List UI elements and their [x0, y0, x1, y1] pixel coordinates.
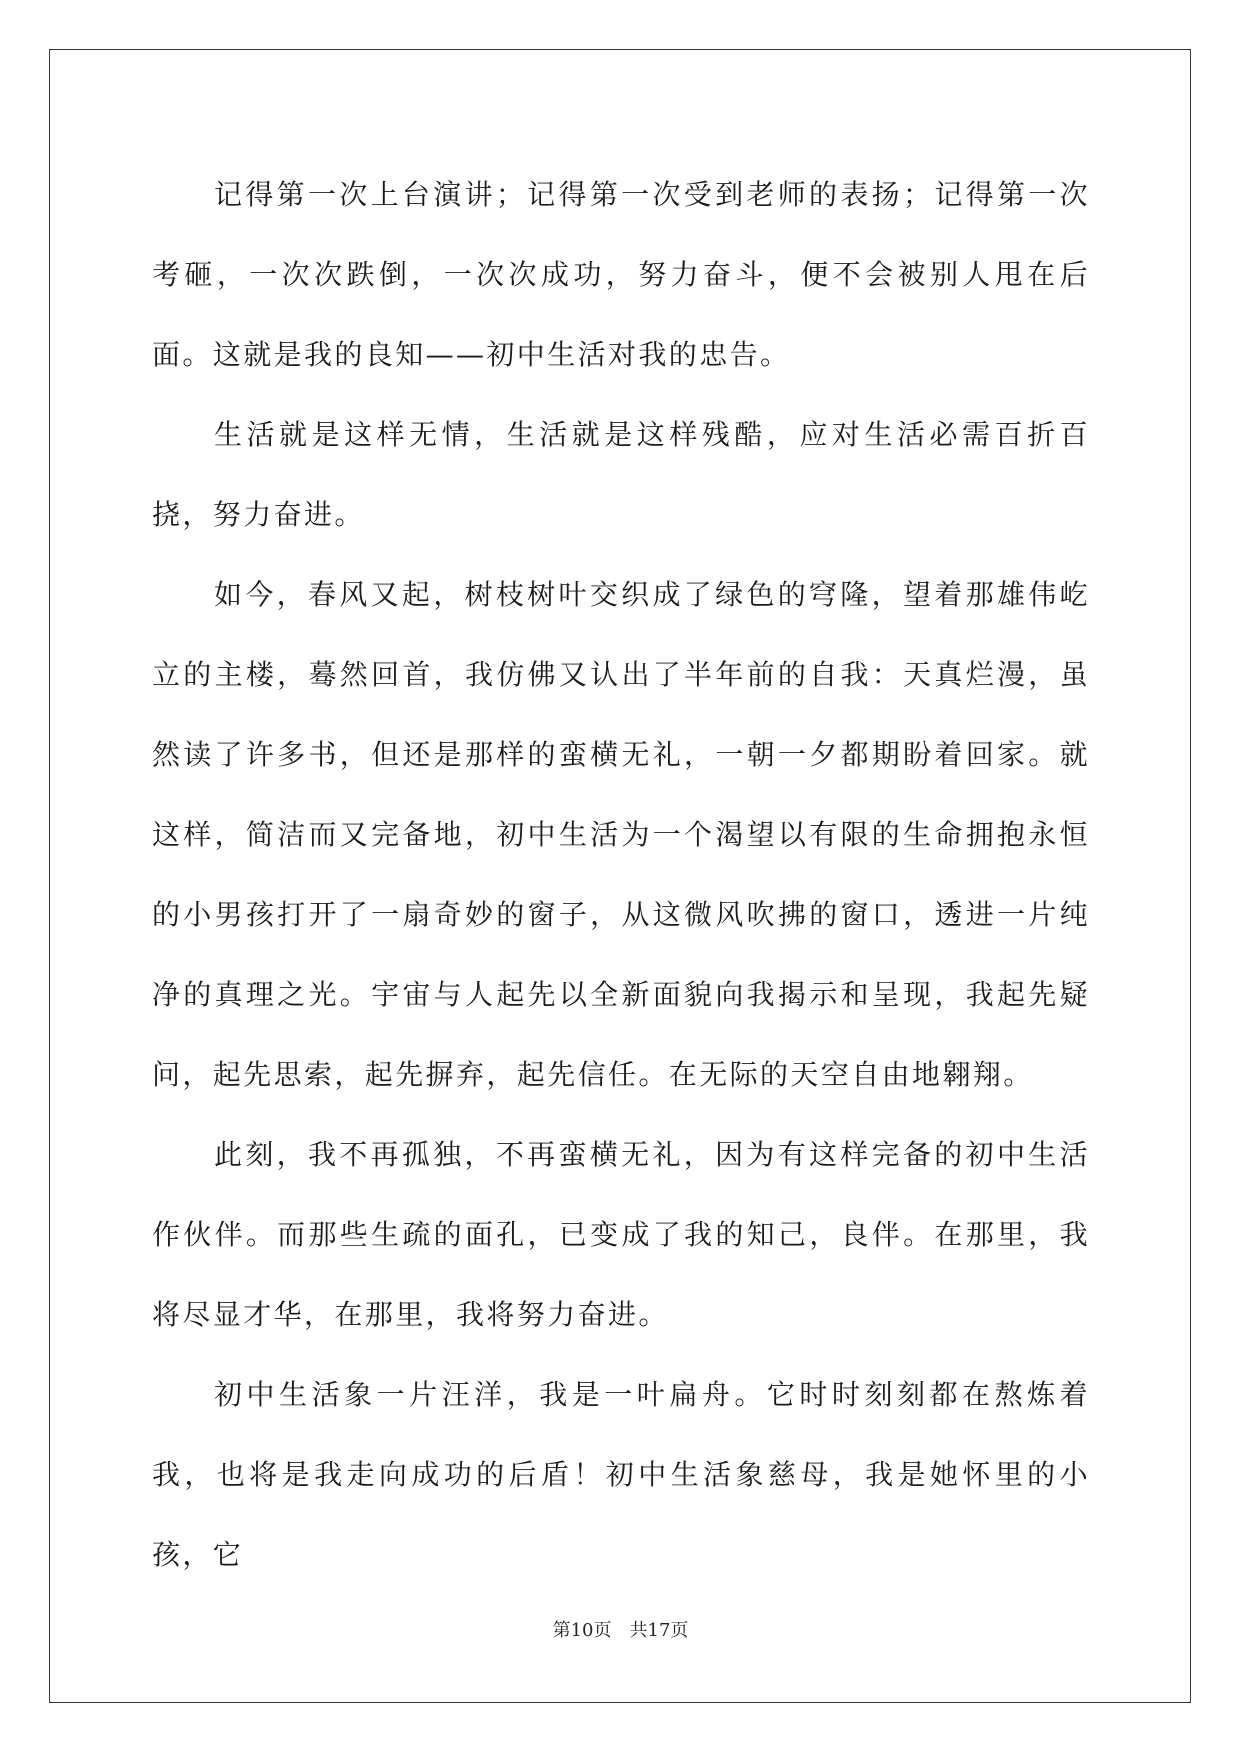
- paragraph: 初中生活象一片汪洋，我是一叶扁舟。它时时刻刻都在熬炼着我，也将是我走向成功的后盾！初中生活象慈母，我是她怀里的小孩，它: [152, 1378, 1090, 1571]
- document-body: [152, 155, 1090, 1595]
- paragraph: 记得第一次上台演讲；记得第一次受到老师的表扬；记得第一次考砸，一次次跌倒，一次次成功，努力奋斗，便不会被别人甩在后面。这就是我的良知——初中生活对我的忠告。: [152, 178, 1090, 371]
- paragraph: 此刻，我不再孤独，不再蛮横无礼，因为有这样完备的初中生活作伙伴。而那些生疏的面孔，已变成了我的知己，良伴。在那里，我将尽显才华，在那里，我将努力奋进。: [152, 1138, 1090, 1331]
- paragraph: 如今，春风又起，树枝树叶交织成了绿色的穹隆，望着那雄伟屹立的主楼，蓦然回首，我仿佛又认出了半年前的自我：天真烂漫，虽然读了许多书，但还是那样的蛮横无礼，一朝一夕都期盼着回家。就这样，简洁而又完备地，初中生活为一个渴望以有限的生命拥抱永恒的小男孩打开了一扇奇妙的窗子，从这微风吹拂的窗口，透进一片纯净的真理之光。宇宙与人起先以全新面貌向我揭示和呈现，我起先疑问，起先思索，起先摒弃，起先信任。在无际的天空自由地翱翔。: [152, 578, 1090, 1091]
- page-number-footer: 第10页 共17页: [552, 1620, 689, 1641]
- paragraph: 生活就是这样无情，生活就是这样残酷，应对生活必需百折百挠，努力奋进。: [152, 418, 1090, 531]
